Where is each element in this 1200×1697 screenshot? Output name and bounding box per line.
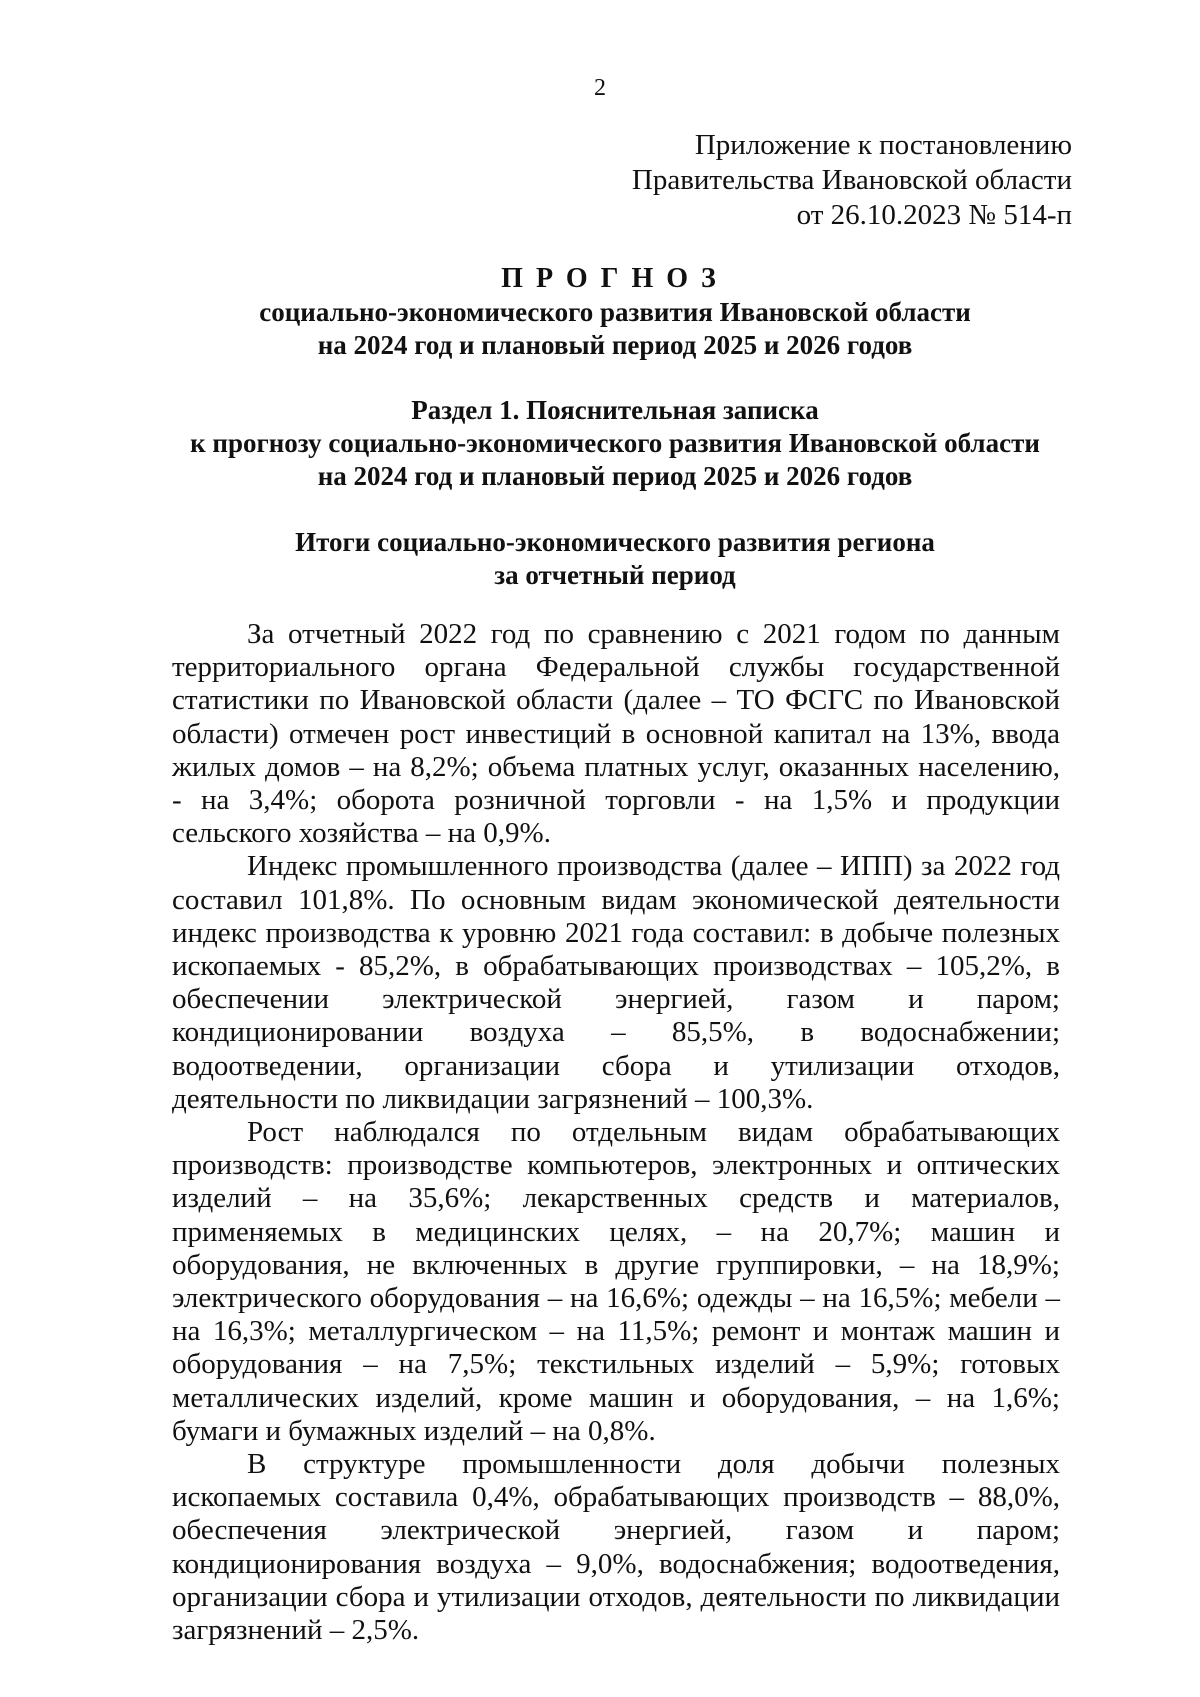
appendix-line-3: от 26.10.2023 № 514-п — [796, 199, 1072, 231]
subsection-heading-line-1: Итоги социально-экономического развития региона — [295, 527, 935, 557]
paragraph: За отчетный 2022 год по сравнению с 2021 годом по данным территориального органа Федеральной службы государственной статистики по Ивановской области (далее – ТО ФСГС по Ивановской области) отмечен рост инвестиций в основной капитал на 13%, ввода жилых домов – на 8,2%; объема платных услуг, оказанных населению, - на 3,4%; оборота розничной торговли - на 1,5% и продукции сельского хозяйства – на 0,9%. — [172, 618, 1060, 850]
appendix-note — [512, 128, 1072, 233]
subsection-heading — [170, 526, 1060, 592]
document-title-line-2: на 2024 год и плановый период 2025 и 2026 годов — [317, 330, 913, 360]
section-heading-line-3: на 2024 год и плановый период 2025 и 2026 годов — [317, 461, 913, 491]
appendix-line-1: Приложение к постановлению — [694, 129, 1072, 161]
appendix-line-2: Правительства Ивановской области — [631, 164, 1072, 196]
paragraph: В структуре промышленности доля добычи полезных ископаемых составила 0,4%, обрабатывающих производств – 88,0%, обеспечения электрической энергией, газом и паром; кондиционирования воздуха – 9,0%, водоснабжения; водоотведения, организации сбора и утилизации отходов, деятельности по ликвидации загрязнений – 2,5%. — [172, 1448, 1060, 1647]
document-title — [170, 296, 1060, 362]
document-title-word: ПРОГНОЗ — [501, 263, 729, 294]
body-text — [172, 618, 1060, 1647]
subsection-heading-line-2: за отчетный период — [494, 560, 736, 590]
page-number: 2 — [594, 75, 606, 101]
paragraph: Индекс промышленного производства (далее – ИПП) за 2022 год составил 101,8%. По основным видам экономической деятельности индекс производства к уровню 2021 года составил: в добыче полезных ископаемых - 85,2%, в обрабатывающих производствах – 105,2%, в обеспечении электрической энергией, газом и паром; кондиционировании воздуха – 85,5%, в водоснабжении; водоотведении, организации сбора и утилизации отходов, деятельности по ликвидации загрязнений – 100,3%. — [172, 850, 1060, 1115]
section-heading-line-2: к прогнозу социально-экономического развития Ивановской области — [190, 428, 1040, 458]
paragraph: Рост наблюдался по отдельным видам обрабатывающих производств: производстве компьютеров, электронных и оптических изделий – на 35,6%; лекарственных средств и материалов, применяемых в медицинских целях, – на 20,7%; машин и оборудования, не включенных в другие группировки, – на 18,9%; электрического оборудования – на 16,6%; одежды – на 16,5%; мебели – на 16,3%; металлургическом – на 11,5%; ремонт и монтаж машин и оборудования – на 7,5%; текстильных изделий – 5,9%; готовых металлических изделий, кроме машин и оборудования, – на 1,6%; бумаги и бумажных изделий – на 0,8%. — [172, 1116, 1060, 1447]
document-title-line-1: социально-экономического развития Ивановской области — [259, 297, 971, 327]
section-heading — [170, 394, 1060, 493]
section-heading-line-1: Раздел 1. Пояснительная записка — [411, 395, 819, 425]
